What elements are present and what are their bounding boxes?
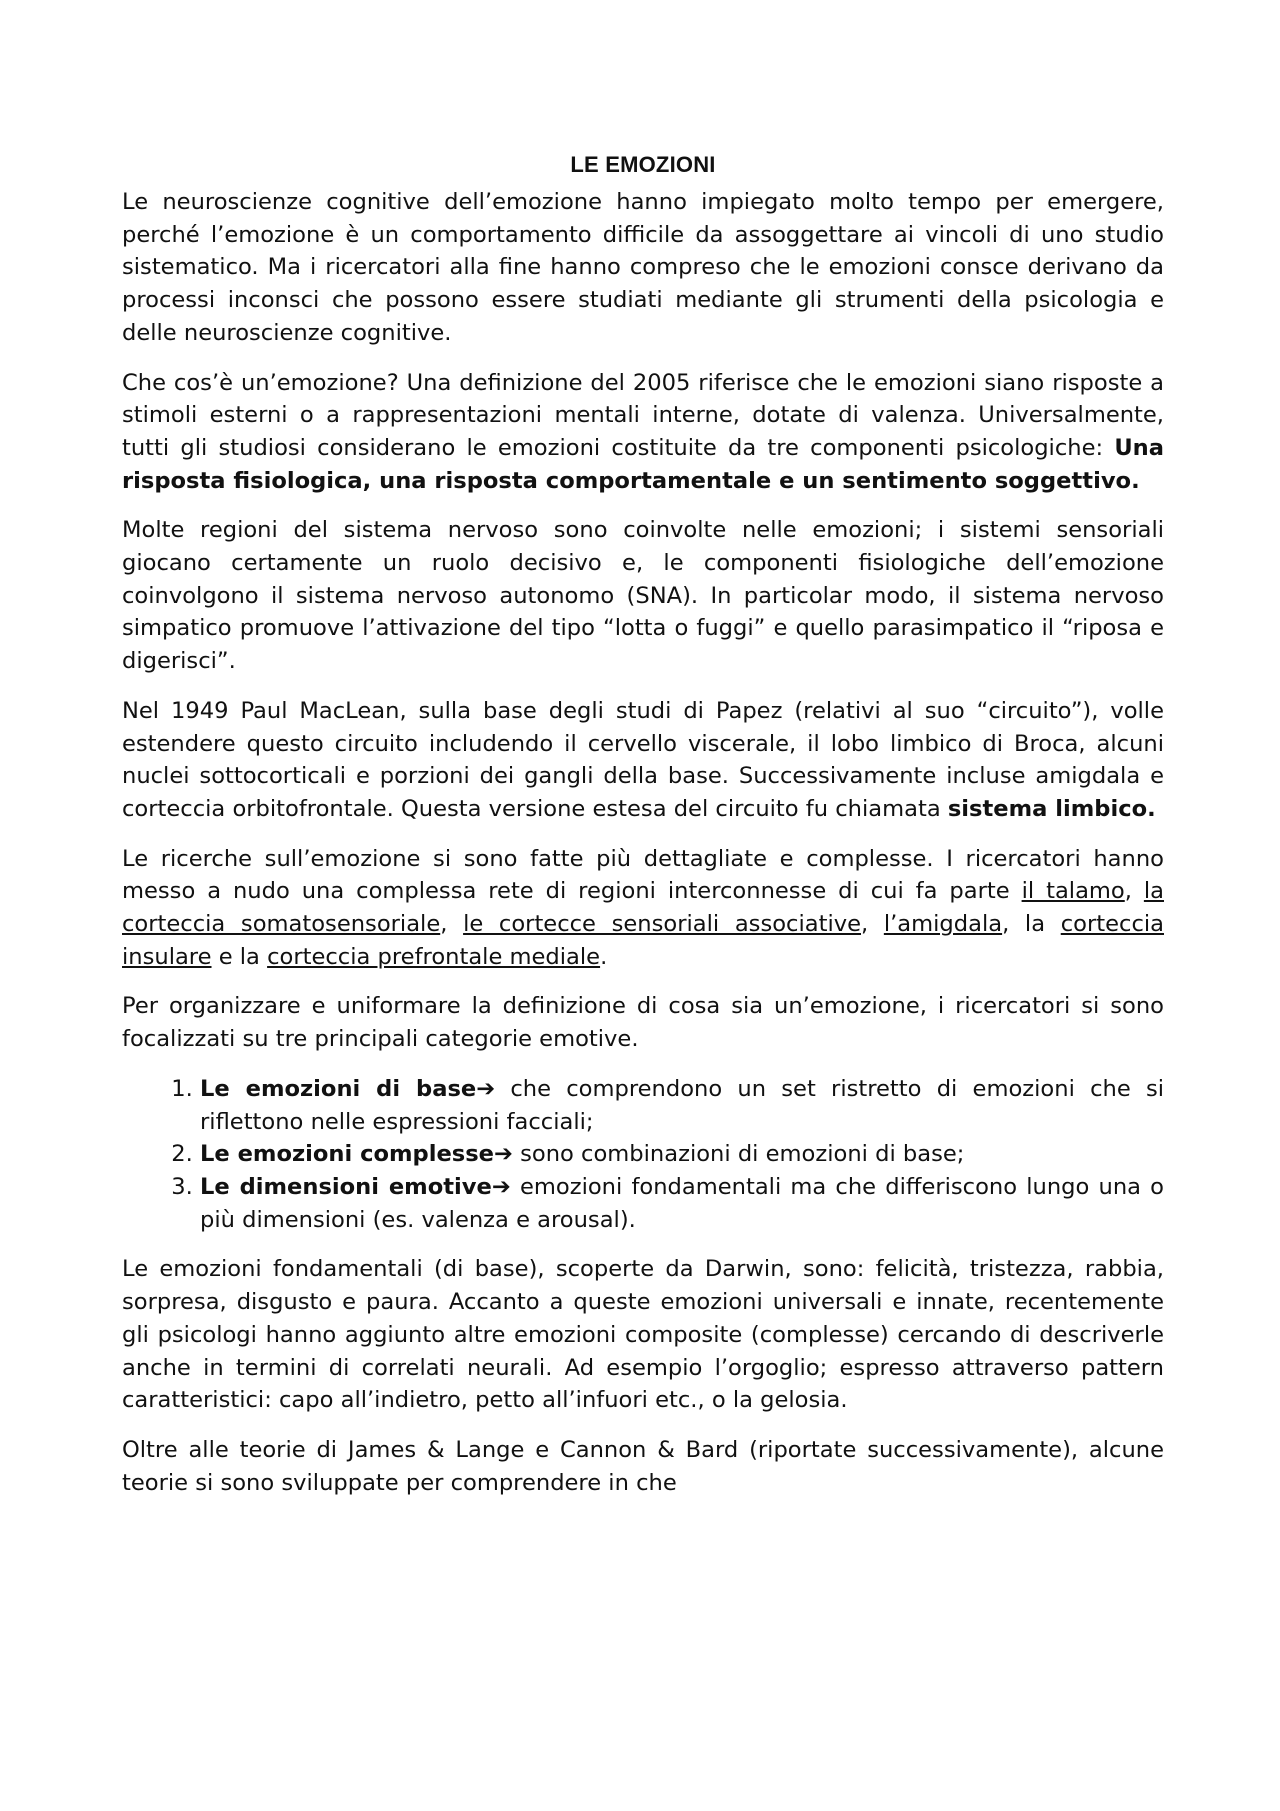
paragraph-nervous-system: Molte regioni del sistema nervoso sono coinvolte nelle emozioni; i sistemi sensoriali giocano certamente un ruolo decisivo e, le componenti fisiologiche dell’emozione coinvolgono il sistema nervoso autonomo (SNA). In particolar modo, il sistema nervoso simpatico promuove l’attivazione del tipo “lotta o fuggi” e quello parasimpatico il “riposa e digerisci”.: [122, 517, 1164, 675]
list-item: [200, 1138, 1164, 1171]
list-item-title: Le dimensioni emotive: [200, 1173, 492, 1200]
paragraph-maclean-text: Nel 1949 Paul MacLean, sulla base degli studi di Papez (relativi al suo “circuito”), volle estendere questo circuito includendo il cervello viscerale, il lobo limbico di Broca, alcuni nuclei sottocorticali e porzioni dei gangli della base. Successivamente incluse amigdala e corteccia orbitofrontale. Questa versione estesa del circuito fu chiamata: [122, 697, 1164, 822]
paragraph-research: [122, 843, 1164, 974]
arrow-right-icon: ➔: [491, 1173, 511, 1200]
separator: , la: [1002, 911, 1061, 938]
underline-cortecce-sensoriali: le cortecce sensoriali associative: [463, 911, 861, 938]
categories-list: [122, 1073, 1164, 1237]
paragraph-definition-text: Che cos’è un’emozione? Una definizione del 2005 riferisce che le emozioni siano risposte a stimoli esterni o a rappresentazioni mentali interne, dotate di valenza. Universalmente, tutti gli studiosi considerano le emozioni costituite da tre componenti psicologiche:: [122, 369, 1164, 461]
list-item-title: Le emozioni di base: [200, 1075, 477, 1102]
paragraph-intro: Le neuroscienze cognitive dell’emozione hanno impiegato molto tempo per emergere, perché l’emozione è un comportamento difficile da assoggettare ai vincoli di uno studio sistematico. Ma i ricercatori alla fine hanno compreso che le emozioni consce derivano da processi inconsci che possono essere studiati mediante gli strumenti della psicologia e delle neuroscienze cognitive.: [122, 189, 1164, 346]
separator: e la: [211, 943, 268, 970]
underline-amigdala: l’amigdala: [883, 911, 1003, 938]
underline-corteccia-insulare: corteccia insulare: [122, 911, 1164, 970]
underline-corteccia-prefrontale: corteccia prefrontale mediale: [267, 943, 601, 970]
list-item: [200, 1073, 1164, 1138]
paragraph-basic-emotions: Le emozioni fondamentali (di base), scoperte da Darwin, sono: felicità, tristezza, rabbia, sorpresa, disgusto e paura. Accanto a queste emozioni universali e innate, recentemente gli psicologi hanno aggiunto altre emozioni composite (complesse) cercando di descriverle anche in termini di correlati neurali. Ad esempio l’orgoglio; espresso attraverso pattern caratteristici: capo all’indietro, petto all’infuori etc., o la gelosia.: [122, 1256, 1164, 1414]
arrow-right-icon: ➔: [476, 1075, 496, 1102]
list-item-text: emozioni fondamentali ma che differiscono lungo una o più dimensioni (es. valenza e arousal).: [200, 1173, 1164, 1233]
separator: ,: [1124, 878, 1144, 905]
list-item-title: Le emozioni complesse: [200, 1141, 495, 1168]
arrow-right-icon: ➔: [494, 1141, 513, 1168]
paragraph-theories: Oltre alle teorie di James & Lange e Cannon & Bard (riportate successivamente), alcune teorie si sono sviluppate per comprendere in che: [122, 1436, 1164, 1496]
paragraph-research-intro: Le ricerche sull’emozione si sono fatte più dettagliate e complesse. I ricercatori hanno messo a nudo una complessa rete di regioni interconnesse di cui fa parte: [122, 845, 1164, 905]
paragraph-maclean-bold: sistema limbico.: [947, 795, 1156, 822]
paragraph-categories: Per organizzare e uniformare la definizione di cosa sia un’emozione, i ricercatori si sono focalizzati su tre principali categorie emotive.: [122, 993, 1164, 1053]
paragraph-definition: [122, 367, 1164, 498]
list-item-text: sono combinazioni di emozioni di base;: [512, 1141, 965, 1168]
list-item-text: che comprendono un set ristretto di emozioni che si riflettono nelle espressioni facciali;: [200, 1075, 1164, 1135]
separator: .: [600, 943, 608, 970]
list-item: [200, 1171, 1164, 1236]
underline-corteccia-somatosensoriale: la corteccia somatosensoriale: [122, 878, 1164, 938]
paragraph-definition-bold: Una risposta fisiologica, una risposta comportamentale e un sentimento soggettivo.: [122, 434, 1164, 494]
document-page: [122, 150, 1164, 1516]
page-title: LE EMOZIONI: [570, 152, 716, 177]
paragraph-maclean: [122, 695, 1164, 826]
underline-talamo: il talamo: [1021, 878, 1125, 905]
separator: ,: [861, 911, 884, 938]
separator: ,: [440, 911, 464, 938]
